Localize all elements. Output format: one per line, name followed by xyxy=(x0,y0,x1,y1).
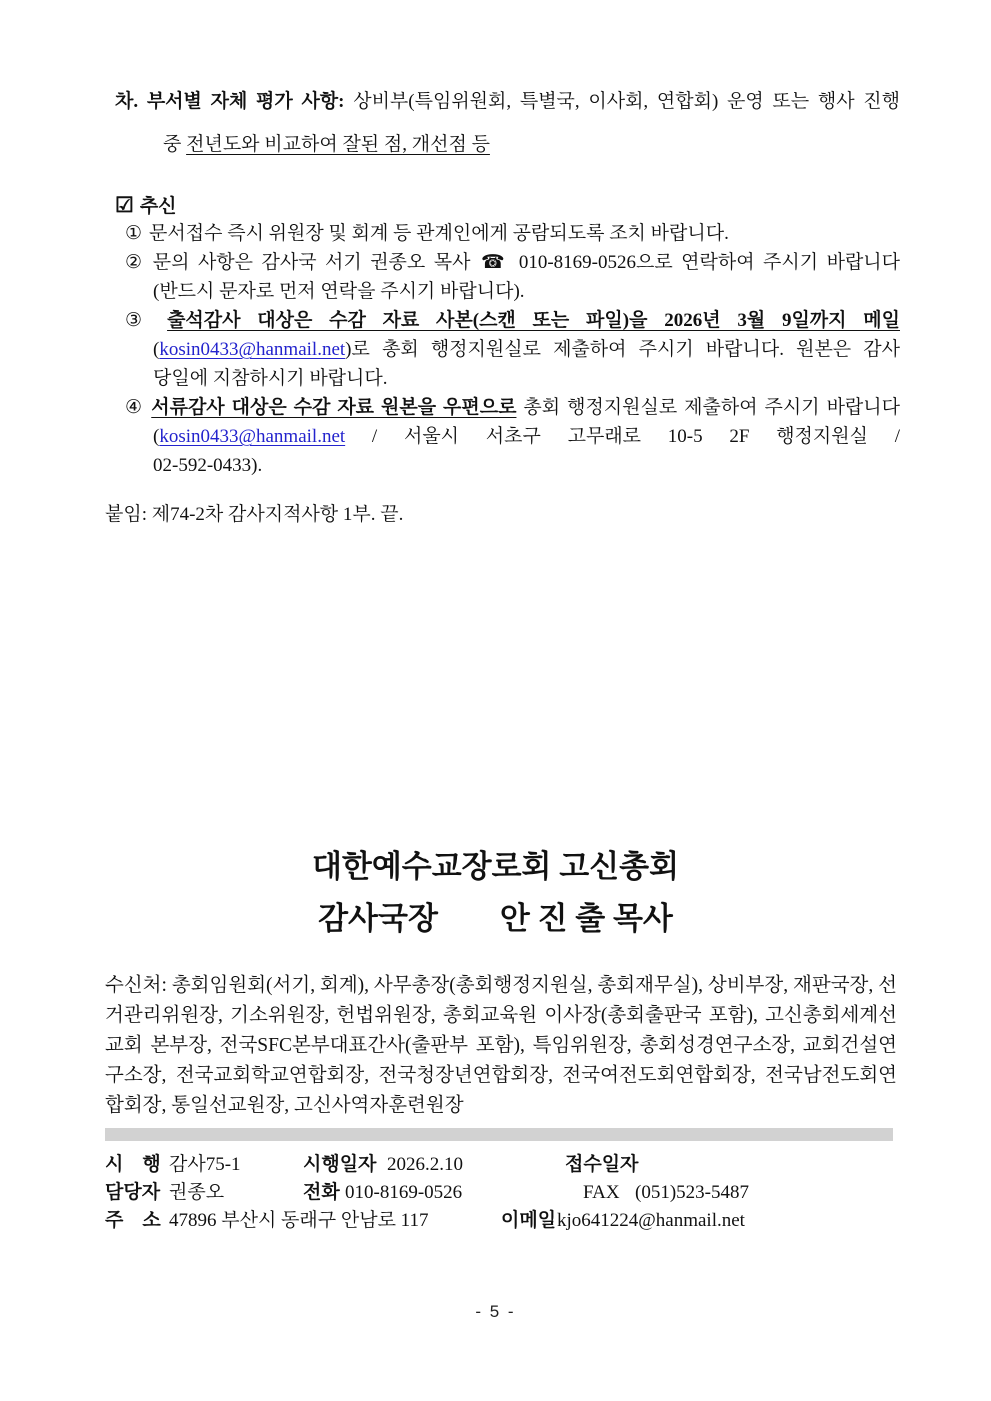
body-text xyxy=(105,88,900,529)
phone-value: 010-8169-0526 xyxy=(345,1182,463,1203)
checked-checkbox-icon: ☑ xyxy=(115,193,134,217)
note-2-text-before: 문의 사항은 감사국 서기 권종오 목사 xyxy=(152,252,479,273)
doc-number-value: 감사75-1 xyxy=(169,1154,241,1175)
divider-bar xyxy=(105,1128,893,1141)
note-4-lead: 서류감사 대상은 수감 자료 원본을 우편으로 xyxy=(151,397,517,418)
note-2-parenthetical: (반드시 문자로 먼저 연락을 주시기 바랍니다). xyxy=(153,281,525,302)
phone-label: 전화 xyxy=(303,1182,340,1203)
note-2-text-after: 010-8169-0526으로 연락하여 주시기 바랍니다 xyxy=(510,252,900,273)
note-4-line-1-rest: 총회 행정지원실로 제출하여 주시기 바랍니다 xyxy=(516,397,900,418)
telephone-icon: ☎ xyxy=(480,252,509,273)
email-label: 이메일 xyxy=(501,1210,557,1231)
fax-label: FAX xyxy=(583,1182,620,1203)
doc-number-label: 시 행 xyxy=(105,1154,161,1175)
note-2-line-1 xyxy=(105,248,900,277)
email-value: kjo641224@hanmail.net xyxy=(557,1210,745,1231)
issuing-org-title: 대한예수교장로회 고신총회 xyxy=(311,849,680,884)
email-link-kosin[interactable]: kosin0433@hanmail.net xyxy=(159,339,346,360)
attachment-line xyxy=(105,501,900,529)
note-4-line-1 xyxy=(105,393,900,422)
signature-block xyxy=(0,841,991,945)
circled-4-icon: ④ xyxy=(125,397,145,418)
note-4-open-paren: ( xyxy=(153,426,160,447)
note-4-phone-number: 02-592-0433). xyxy=(153,455,263,476)
note-4-line-2-rest: / 서울시 서초구 고무래로 10-5 2F 행정지원실 / xyxy=(345,426,900,447)
note-3-line-2-rest: )로 총회 행정지원실로 제출하여 주시기 바랍니다. 원본은 감사 xyxy=(345,339,900,360)
section-cha-line-1 xyxy=(105,88,900,116)
receive-date-label: 접수일자 xyxy=(565,1154,639,1175)
address-label: 주 소 xyxy=(105,1210,161,1231)
note-4-line-2 xyxy=(105,422,900,451)
circled-1-icon: ① xyxy=(125,223,143,244)
postscript-heading xyxy=(105,191,900,219)
note-3-line-2 xyxy=(105,335,900,364)
section-cha-line-2 xyxy=(105,131,900,159)
section-cha-rest: 상비부(특임위원회, 특별국, 이사회, 연합회) 운영 또는 행사 진행 xyxy=(344,91,900,112)
circled-3-icon: ③ xyxy=(125,310,155,331)
issuing-signer-title: 감사국장 안 진 출 목사 xyxy=(318,901,673,936)
manager-label: 담당자 xyxy=(105,1182,161,1203)
fax-value: (051)523-5487 xyxy=(635,1182,749,1203)
send-date-value: 2026.2.10 xyxy=(387,1154,463,1175)
postscript-heading-label: 추신 xyxy=(139,196,177,217)
section-cha-lead: 차. 부서별 자체 평가 사항: xyxy=(115,91,345,112)
address-value: 47896 부산시 동래구 안남로 117 xyxy=(169,1210,429,1231)
email-link-kosin-2[interactable]: kosin0433@hanmail.net xyxy=(159,426,346,447)
attachment-text: 붙임: 제74-2차 감사지적사항 1부. 끝. xyxy=(105,504,404,525)
manager-value: 권종오 xyxy=(169,1182,225,1203)
page-number: - 5 - xyxy=(475,1302,516,1321)
note-3-open-paren: ( xyxy=(153,339,160,360)
section-cha-line2-prefix: 중 xyxy=(163,134,187,155)
send-date-label: 시행일자 xyxy=(303,1154,377,1175)
section-cha-line2-underlined: 전년도와 비교하여 잘된 점, 개선점 등 xyxy=(186,134,490,155)
note-3-line-3 xyxy=(105,364,900,393)
note-1 xyxy=(105,219,900,248)
recipients-paragraph: 수신처: 총회임원회(서기, 회계), 사무총장(총회행정지원실, 총회재무실), 상비부장, 재판국장, 선거관리위원장, 기소위원장, 헌법위원장, 총회교육원 이사장(총회출판국 포함), 고신총회세계선교회 본부장, 전국SFC본부대표간사(출판부 포함), 특임위원장, 총회성경연구소장, 교회건설연구소장, 전국교회학교연합회장, 전국청장년연합회장, 전국여전도회연합회장, 전국남전도회연합회장, 통일선교원장, 고신사역자훈련원장 xyxy=(105,975,897,1116)
note-3-lead: 출석감사 대상은 수감 자료 사본(스캔 또는 파일)을 2026년 3월 9일까지 메일 xyxy=(167,310,900,331)
circled-2-icon: ② xyxy=(125,252,146,273)
note-2-line-2 xyxy=(105,277,900,306)
footer-contact-block xyxy=(105,1153,895,1245)
note-3-line-3-text: 당일에 지참하시기 바랍니다. xyxy=(153,368,388,389)
note-3-line-1 xyxy=(105,306,900,335)
note-4-line-3 xyxy=(105,451,900,480)
note-1-text: 문서접수 즉시 위원장 및 회계 등 관계인에게 공람되도록 조치 바랍니다. xyxy=(149,223,729,244)
